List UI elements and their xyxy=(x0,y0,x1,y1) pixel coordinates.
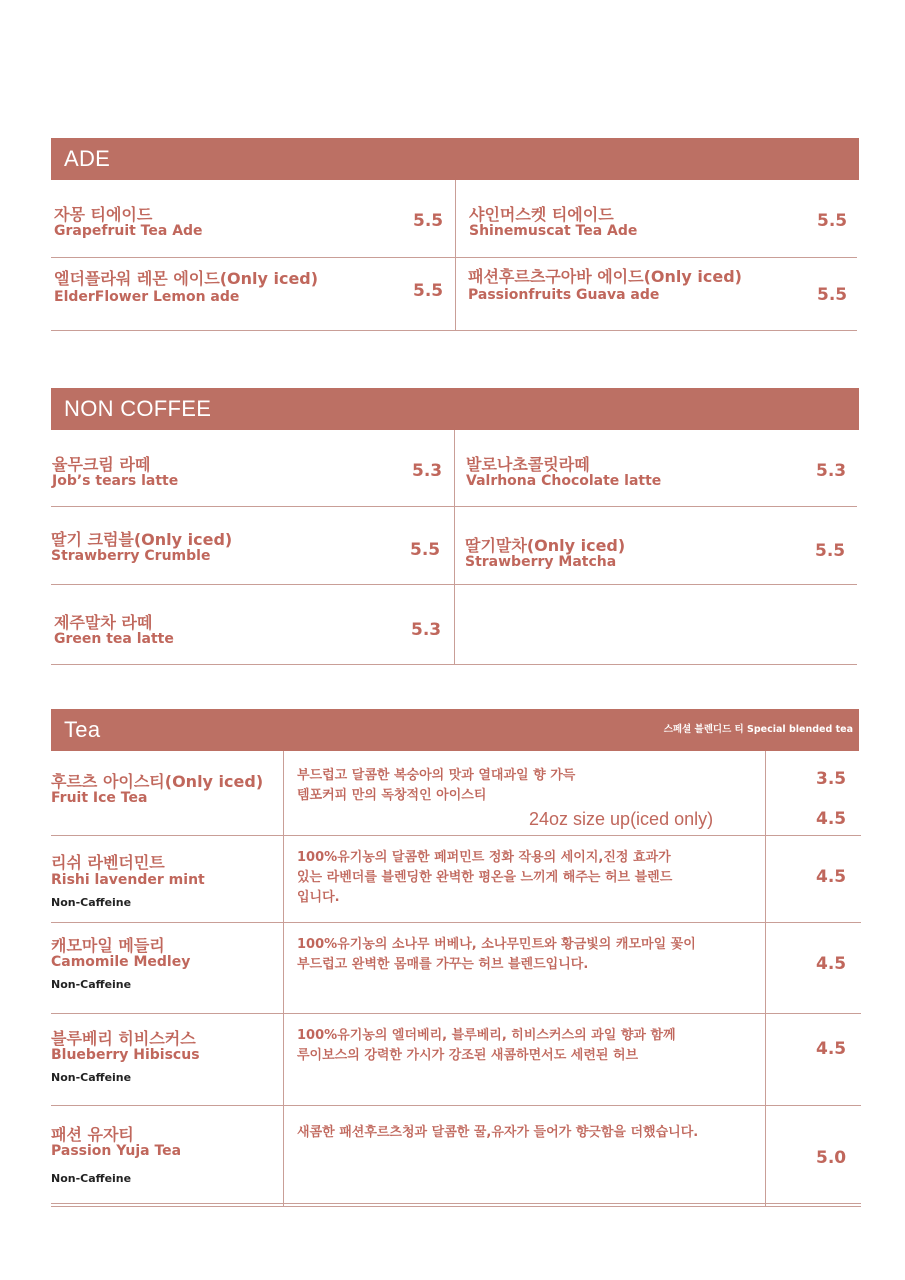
item-price: 5.3 xyxy=(411,620,442,640)
item-name-en: Strawberry Crumble xyxy=(51,548,211,564)
item-price: 3.5 xyxy=(816,769,847,789)
menu-item[interactable] xyxy=(51,180,455,257)
menu-item[interactable] xyxy=(455,430,858,506)
item-name-ko: 리쉬 라벤더민트 xyxy=(51,853,165,872)
tea-subtitle: 스페셜 블렌디드 티 Special blended tea xyxy=(663,724,853,735)
menu-item[interactable] xyxy=(51,1014,861,1105)
divider xyxy=(51,1203,861,1204)
item-name-en: ElderFlower Lemon ade xyxy=(54,289,240,305)
item-name-en: Fruit Ice Tea xyxy=(51,790,148,806)
item-price: 5.3 xyxy=(412,461,443,481)
menu-item[interactable] xyxy=(51,836,861,922)
item-description xyxy=(297,848,672,908)
item-description xyxy=(297,1026,676,1066)
item-name-ko: 후르츠 아이스티(Only iced) xyxy=(51,772,264,791)
item-price: 5.5 xyxy=(410,540,441,560)
description-line: 입니다. xyxy=(297,890,340,905)
item-name-ko: 율무크림 라떼 xyxy=(52,455,151,474)
item-price: 4.5 xyxy=(816,1039,847,1059)
item-price: 5.5 xyxy=(817,285,848,305)
item-price: 4.5 xyxy=(816,954,847,974)
menu-item[interactable] xyxy=(51,923,861,1013)
item-name-ko: 제주말차 라떼 xyxy=(54,613,153,632)
item-price: 5.5 xyxy=(413,281,444,301)
item-name-ko: 엘더플라워 레몬 에이드(Only iced) xyxy=(54,269,319,288)
item-name-ko: 패션 유자티 xyxy=(51,1125,134,1144)
caffeine-note: Non-Caffeine xyxy=(51,896,132,909)
description-line: 새콤한 패션후르츠청과 달콤한 꿀,유자가 들어가 향긋함을 더했습니다. xyxy=(297,1125,699,1140)
menu-item[interactable] xyxy=(456,180,858,257)
caffeine-note: Non-Caffeine xyxy=(51,1172,132,1185)
item-name-ko: 패션후르츠구아바 에이드(Only iced) xyxy=(468,267,742,286)
item-name-en: Grapefruit Tea Ade xyxy=(54,223,203,239)
tea-section xyxy=(51,709,859,1209)
description-line: 부드럽고 달콤한 복숭아의 맛과 열대과일 향 가득 xyxy=(297,768,576,783)
item-price: 5.5 xyxy=(817,211,848,231)
description-line: 있는 라벤더를 블렌딩한 완벽한 평온을 느끼게 해주는 허브 블렌드 xyxy=(297,870,673,885)
description-line: 100%유기농의 엘더베리, 블루베리, 히비스커스의 과일 향과 함께 xyxy=(297,1028,676,1043)
ade-section xyxy=(51,138,859,333)
description-line: 부드럽고 완벽한 몸매를 가꾸는 허브 블렌드입니다. xyxy=(297,957,589,972)
item-name-en: Shinemuscat Tea Ade xyxy=(469,223,638,239)
ade-title: ADE xyxy=(64,146,111,171)
menu-item[interactable] xyxy=(51,507,454,584)
divider xyxy=(51,664,857,665)
item-name-ko: 캐모마일 메들리 xyxy=(51,936,165,955)
item-name-en: Strawberry Matcha xyxy=(465,554,617,570)
menu-item[interactable] xyxy=(456,258,858,330)
description-line: 템포커피 만의 독창적인 아이스티 xyxy=(297,788,487,803)
divider xyxy=(51,330,857,331)
caffeine-note: Non-Caffeine xyxy=(51,978,132,991)
item-name-ko: 블루베리 히비스커스 xyxy=(51,1029,196,1048)
item-price: 5.0 xyxy=(816,1148,847,1168)
item-description xyxy=(297,935,696,975)
item-description xyxy=(297,766,575,806)
item-description xyxy=(297,1123,698,1143)
description-line: 100%유기농의 달콤한 페퍼민트 정화 작용의 세이지,진정 효과가 xyxy=(297,850,671,865)
ade-header xyxy=(51,138,859,180)
non-coffee-header xyxy=(51,388,859,430)
tea-title: Tea xyxy=(64,717,101,742)
description-line: 100%유기농의 소나무 버베나, 소나무민트와 황금빛의 캐모마일 꽃이 xyxy=(297,937,696,952)
non-coffee-title: NON COFFEE xyxy=(64,396,212,421)
item-name-en: Passionfruits Guava ade xyxy=(468,287,660,303)
item-name-en: Passion Yuja Tea xyxy=(51,1143,182,1159)
menu-item[interactable] xyxy=(51,751,861,835)
item-price: 5.5 xyxy=(815,541,846,561)
description-line: 루이보스의 강력한 가시가 강조된 새콤하면서도 세련된 허브 xyxy=(297,1048,639,1063)
item-price-size-up: 4.5 xyxy=(816,809,847,829)
tea-header xyxy=(51,709,859,751)
item-name-en: Rishi lavender mint xyxy=(51,872,205,888)
item-name-en: Blueberry Hibiscus xyxy=(51,1047,200,1063)
non-coffee-section xyxy=(51,388,859,666)
size-up-note: 24oz size up(iced only) xyxy=(529,809,714,829)
item-name-ko: 발로나초콜릿라떼 xyxy=(466,455,590,474)
menu-item[interactable] xyxy=(455,507,858,584)
item-name-ko: 딸기 크럼블(Only iced) xyxy=(51,530,233,549)
menu-item[interactable] xyxy=(51,430,454,506)
menu-item[interactable] xyxy=(51,585,454,664)
item-name-en: Camomile Medley xyxy=(51,954,191,970)
item-name-en: Green tea latte xyxy=(54,631,174,647)
item-name-ko: 딸기말차(Only iced) xyxy=(465,536,626,555)
menu-item[interactable] xyxy=(51,1106,861,1203)
item-name-ko: 샤인머스켓 티에이드 xyxy=(469,205,614,224)
item-name-ko: 자몽 티에이드 xyxy=(54,205,153,224)
item-name-en: Job’s tears latte xyxy=(52,473,179,489)
divider xyxy=(51,1206,861,1207)
item-price: 5.3 xyxy=(816,461,847,481)
item-price: 4.5 xyxy=(816,867,847,887)
item-name-en: Valrhona Chocolate latte xyxy=(466,473,662,489)
caffeine-note: Non-Caffeine xyxy=(51,1071,132,1084)
menu-item[interactable] xyxy=(51,258,455,330)
item-price: 5.5 xyxy=(413,211,444,231)
